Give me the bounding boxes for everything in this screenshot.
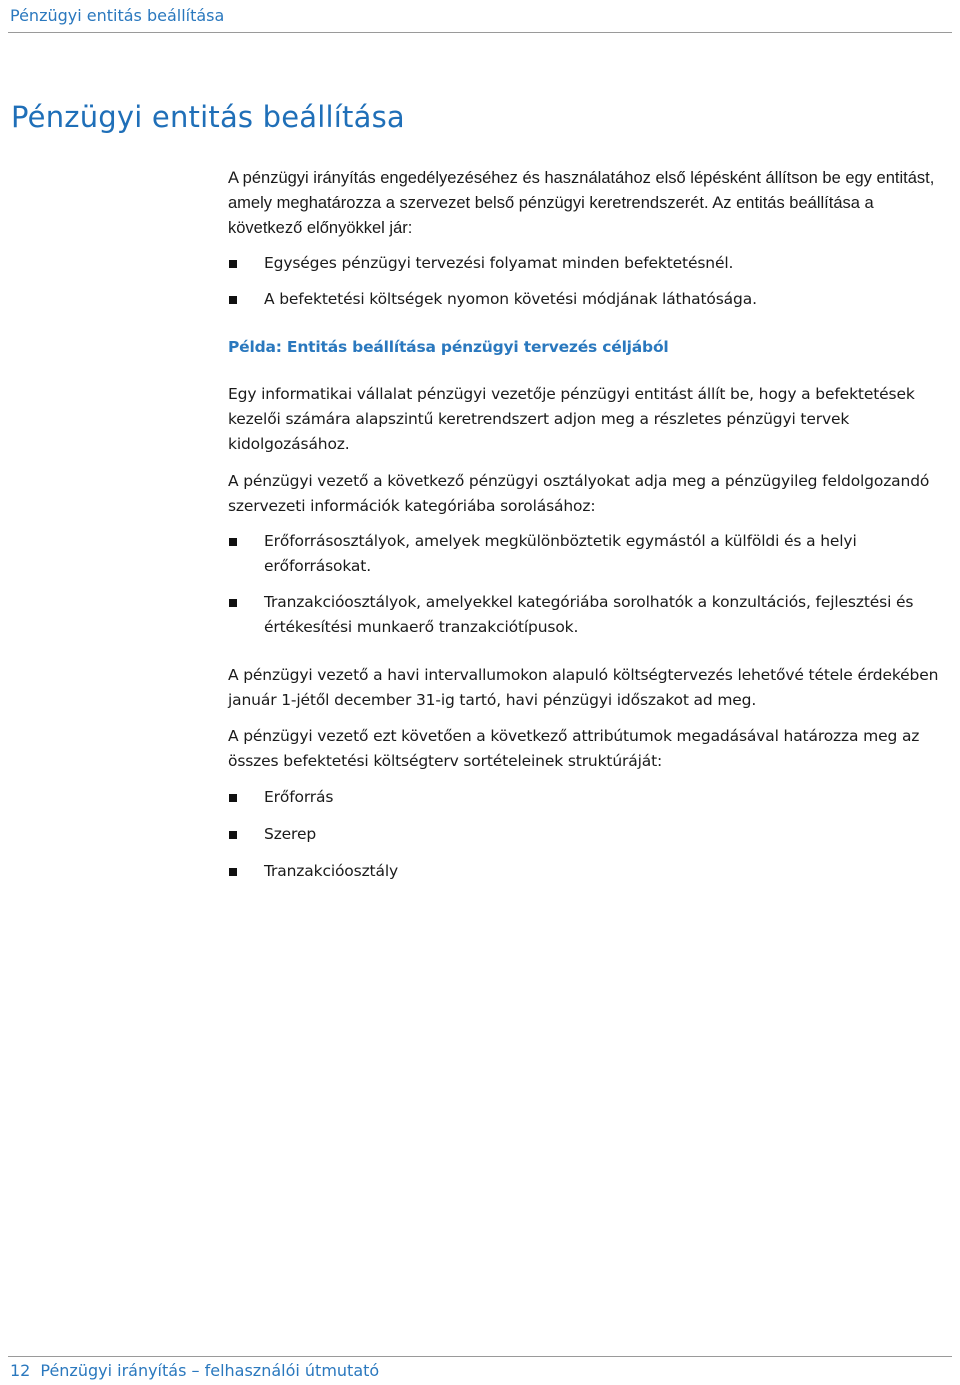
guide-title: Pénzügyi irányítás – felhasználói útmutató (40, 1361, 380, 1380)
list-item: Szerep (228, 822, 946, 847)
list-item: Tranzakcióosztály (228, 859, 946, 884)
list-item: Erőforrás (228, 785, 946, 810)
running-header: Pénzügyi entitás beállítása (10, 6, 225, 25)
footer-divider (8, 1356, 952, 1357)
intro-paragraph: A pénzügyi irányítás engedélyezéséhez és használatához első lépésként állítson be egy entitást, amely meghatározza a szervezet belső pénzügyi keretrendszerét. Az entitás beállítása a következő előnyökkel jár: (228, 169, 935, 237)
footer (10, 1361, 379, 1380)
example-paragraph-1: Egy informatikai vállalat pénzügyi vezetője pénzügyi entitást állít be, hogy a befektetések kezelői számára alapszintű keretrendszert adjon meg a részletes pénzügyi tervek kidolgozásához. (228, 385, 915, 453)
list-item: Egységes pénzügyi tervezési folyamat minden befektetésnél. (228, 251, 946, 276)
header-divider (8, 32, 952, 33)
example-paragraph-2: A pénzügyi vezető a következő pénzügyi osztályokat adja meg a pénzügyileg feldolgozandó szervezeti információk kategóriába sorolásához: (228, 472, 930, 515)
list-item: Erőforrásosztályok, amelyek megkülönböztetik egymástól a külföldi és a helyi erőforrásokat. (228, 529, 946, 579)
example-heading: Példa: Entitás beállítása pénzügyi tervezés céljából (228, 338, 669, 356)
example-paragraph-3: A pénzügyi vezető a havi intervallumokon alapuló költségtervezés lehetővé tétele érdekében január 1-jétől december 31-ig tartó, havi pénzügyi időszakot ad meg. (228, 666, 939, 709)
attributes-list (228, 785, 946, 884)
main-content (228, 166, 946, 884)
page-title: Pénzügyi entitás beállítása (11, 100, 405, 134)
list-item: A befektetési költségek nyomon követési módjának láthatósága. (228, 287, 946, 312)
benefits-list (228, 251, 946, 312)
classes-list (228, 529, 946, 640)
list-item: Tranzakcióosztályok, amelyekkel kategóriába sorolhatók a konzultációs, fejlesztési és értékesítési munkaerő tranzakciótípusok. (228, 590, 946, 640)
page-number: 12 (10, 1361, 31, 1380)
example-paragraph-4: A pénzügyi vezető ezt követően a következő attribútumok megadásával határozza meg az összes befektetési költségterv sortételeinek struktúráját: (228, 727, 920, 770)
